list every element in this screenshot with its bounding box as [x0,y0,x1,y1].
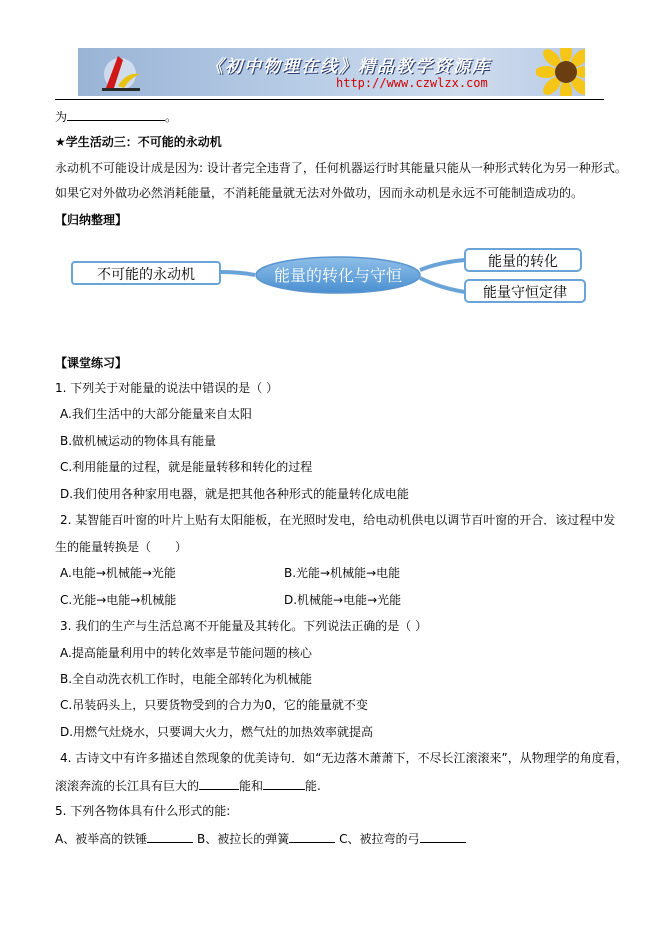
question-5-options: A、被举高的铁锤 B、被拉长的弹簧 C、被拉弯的弓 [55,830,466,847]
practice-heading: 【课堂练习】 [55,356,128,370]
answer-blank[interactable] [199,777,239,790]
node-right-bottom-label: 能量守恒定律 [483,285,567,301]
answer-blank[interactable] [67,108,165,121]
q1-option-d: D.我们使用各种家用电器，就是把其他各种形式的能量转化成电能 [60,487,410,501]
continuation-line: 为 。 [55,110,178,124]
header-title: 《初中物理在线》精品教学资源库 [206,57,491,77]
node-left-label: 不可能的永动机 [97,267,195,283]
question-1: 1. 下列关于对能量的说法中错误的是（ ） [55,381,279,395]
question-4-line-2: 滚滚奔流的长江具有巨大的 能和 能. [55,779,321,793]
activity3-paragraph-2: 如果它对外做功必然消耗能量，不消耗能量就无法对外做功，因而永动机是永远不可能制造成功的。 [55,186,584,200]
q2-option-a: A.电能→机械能→光能 [60,566,176,580]
answer-blank[interactable] [420,830,466,843]
q3-option-b: B.全自动洗衣机工作时，电能全部转化为机械能 [60,672,313,686]
question-4-line-1: 4. 古诗文中有许多描述自然现象的优美诗句．如“无边落木萧萧下，不尽长江滚滚来”，从物理学的角度看， [60,751,628,765]
sunflower-icon [536,48,585,96]
node-center-label: 能量的转化与守恒 [273,266,403,285]
q1-option-a: A.我们生活中的大部分能量来自太阳 [60,407,252,421]
summary-heading: 【归纳整理】 [55,213,128,227]
q2-option-b: B.光能→机械能→电能 [284,566,401,580]
q1-option-c: C.利用能量的过程，就是能量转移和转化的过程 [60,460,313,474]
header-rule [55,99,604,100]
header-url[interactable]: http://www.czwlzx.com [336,76,488,90]
answer-blank[interactable] [147,830,193,843]
question-3: 3. 我们的生产与生活总离不开能量及其转化。下列说法正确的是（ ） [60,619,428,633]
answer-blank[interactable] [263,777,305,790]
logo-icon [96,52,144,92]
q2-option-d: D.机械能→电能→光能 [284,593,402,607]
activity3-heading: ★学生活动三：不可能的永动机 [55,135,222,149]
question-2-line-2: 生的能量转换是（ ） [55,540,188,554]
q2-option-c: C.光能→电能→机械能 [60,593,177,607]
q1-option-b: B.做机械运动的物体具有能量 [60,434,217,448]
mind-map [60,240,600,310]
q3-option-c: C.吊装码头上，只要货物受到的合力为0，它的能量就不变 [60,698,368,712]
activity3-paragraph-1: 永动机不可能设计成是因为: 设计者完全违背了，任何机器运行时其能量只能从一种形式转化为另一种形式。 [55,161,627,175]
question-5: 5. 下列各物体具有什么形式的能: [55,804,231,818]
question-2-line-1: 2. 某智能百叶窗的叶片上贴有太阳能板，在光照时发电，给电动机供电以调节百叶窗的开合．该过程中发 [60,513,616,527]
q3-option-a: A.提高能量利用中的转化效率是节能问题的核心 [60,646,312,660]
q3-option-d: D.用燃气灶烧水，只要调大火力，燃气灶的加热效率就提高 [60,725,374,739]
header-banner [78,48,585,96]
node-right-top-label: 能量的转化 [488,254,558,270]
answer-blank[interactable] [289,830,335,843]
